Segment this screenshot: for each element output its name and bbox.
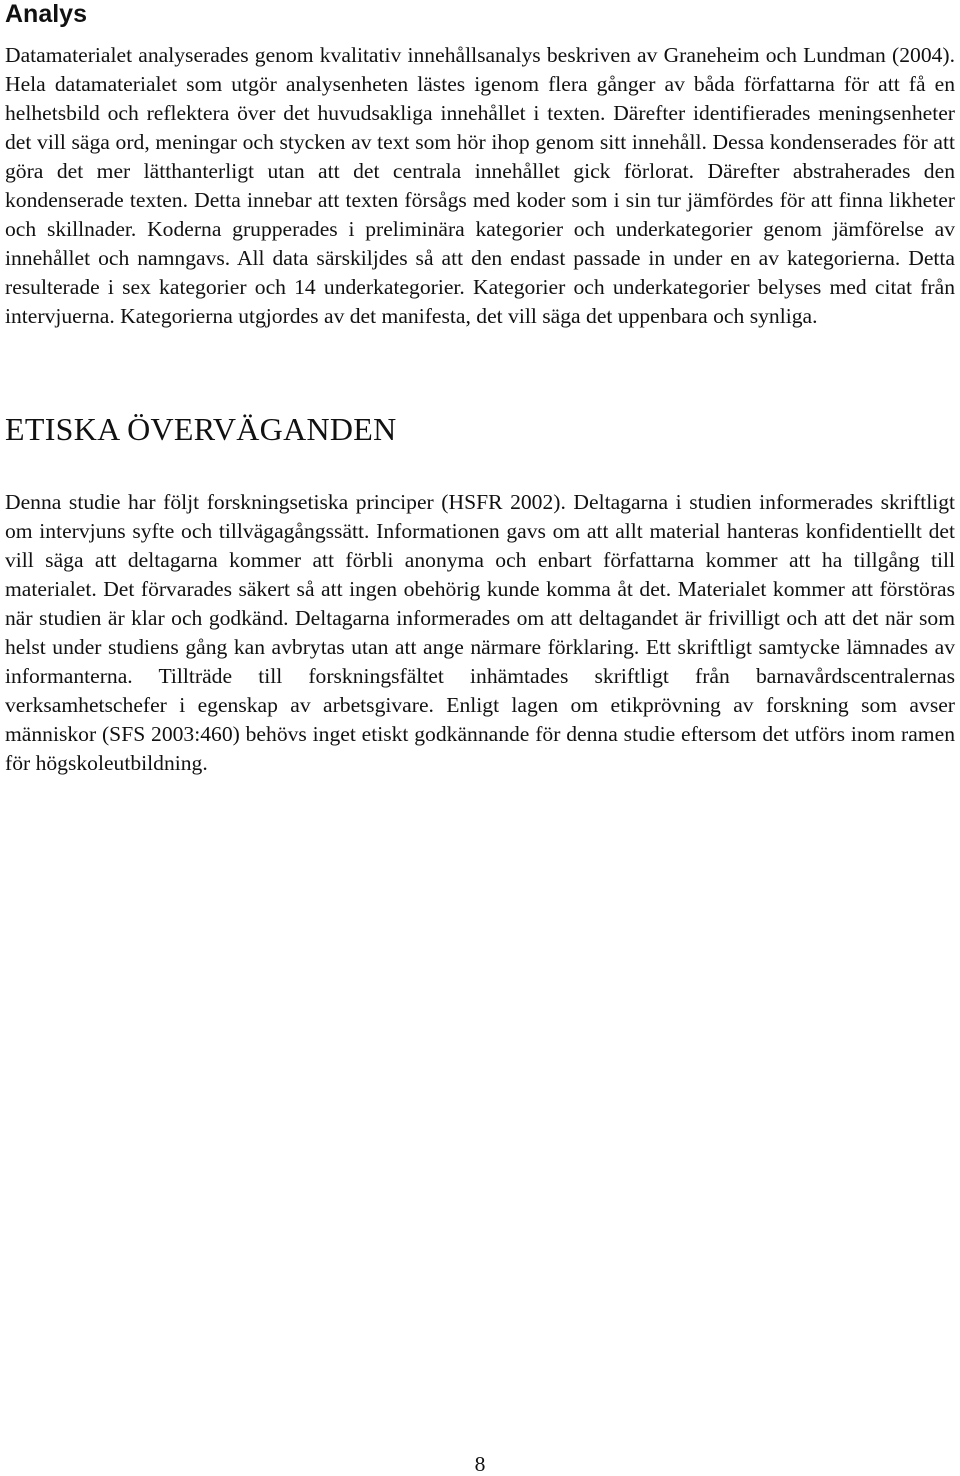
analys-paragraph: Datamaterialet analyserades genom kvalitativ innehållsanalys beskriven av Graneheim och Lundman (2004). Hela datamaterialet som utgör analysenheten lästes igenom flera gånger av båda författarna för att få en helhetsbild och reflektera över det huvudsakliga innehållet i texten. Därefter identifierades meningsenheter det vill säga ord, meningar och stycken av text som hör ihop genom sitt innehåll. Dessa kondenserades för att göra det mer lätthanterligt utan att det centrala innehållet gick förlorat. Därefter abstraherades den kondenserade texten. Detta innebar att texten försågs med koder som i sin tur jämfördes för att finna likheter och skillnader. Koderna grupperades i preliminära kategorier och underkategorier genom jämförelse av innehållet och namngavs. All data särskiljdes så att den endast passade in under en av kategorierna. Detta resulterade i sex kategorier och 14 underkategorier. Kategorier och underkategorier belyses med citat från intervjuerna. Kategorierna utgjordes av det manifesta, det vill säga det uppenbara och synliga. xyxy=(5,43,955,328)
analys-heading: Analys xyxy=(5,0,87,28)
page-number: 8 xyxy=(474,1452,486,1476)
page-content xyxy=(5,0,955,778)
etiska-paragraph: Denna studie har följt forskningsetiska principer (HSFR 2002). Deltagarna i studien informerades skriftligt om intervjuns syfte och tillvägagångssätt. Informationen gavs om att allt material hanteras konfidentiellt det vill säga att deltagarna kommer att förbli anonyma och enbart författarna kommer att ha tillgång till materialet. Det förvarades säkert så att ingen obehörig kunde komma åt det. Materialet kommer att förstöras när studien är klar och godkänd. Deltagarna informerades om att deltagandet är frivilligt och att det när som helst under studiens gång kan avbrytas utan att ange närmare förklaring. Ett skriftligt samtycke lämnades av informanterna. Tillträde till forskningsfältet inhämtades skriftligt från barnavårdscentralernas verksamhetschefer i egenskap av arbetsgivare. Enligt lagen om etikprövning av forskning som avser människor (SFS 2003:460) behövs inget etiskt godkännande för denna studie eftersom det utförs inom ramen för högskoleutbildning. xyxy=(5,490,955,775)
etiska-overvaganden-heading: ETISKA ÖVERVÄGANDEN xyxy=(5,411,397,447)
